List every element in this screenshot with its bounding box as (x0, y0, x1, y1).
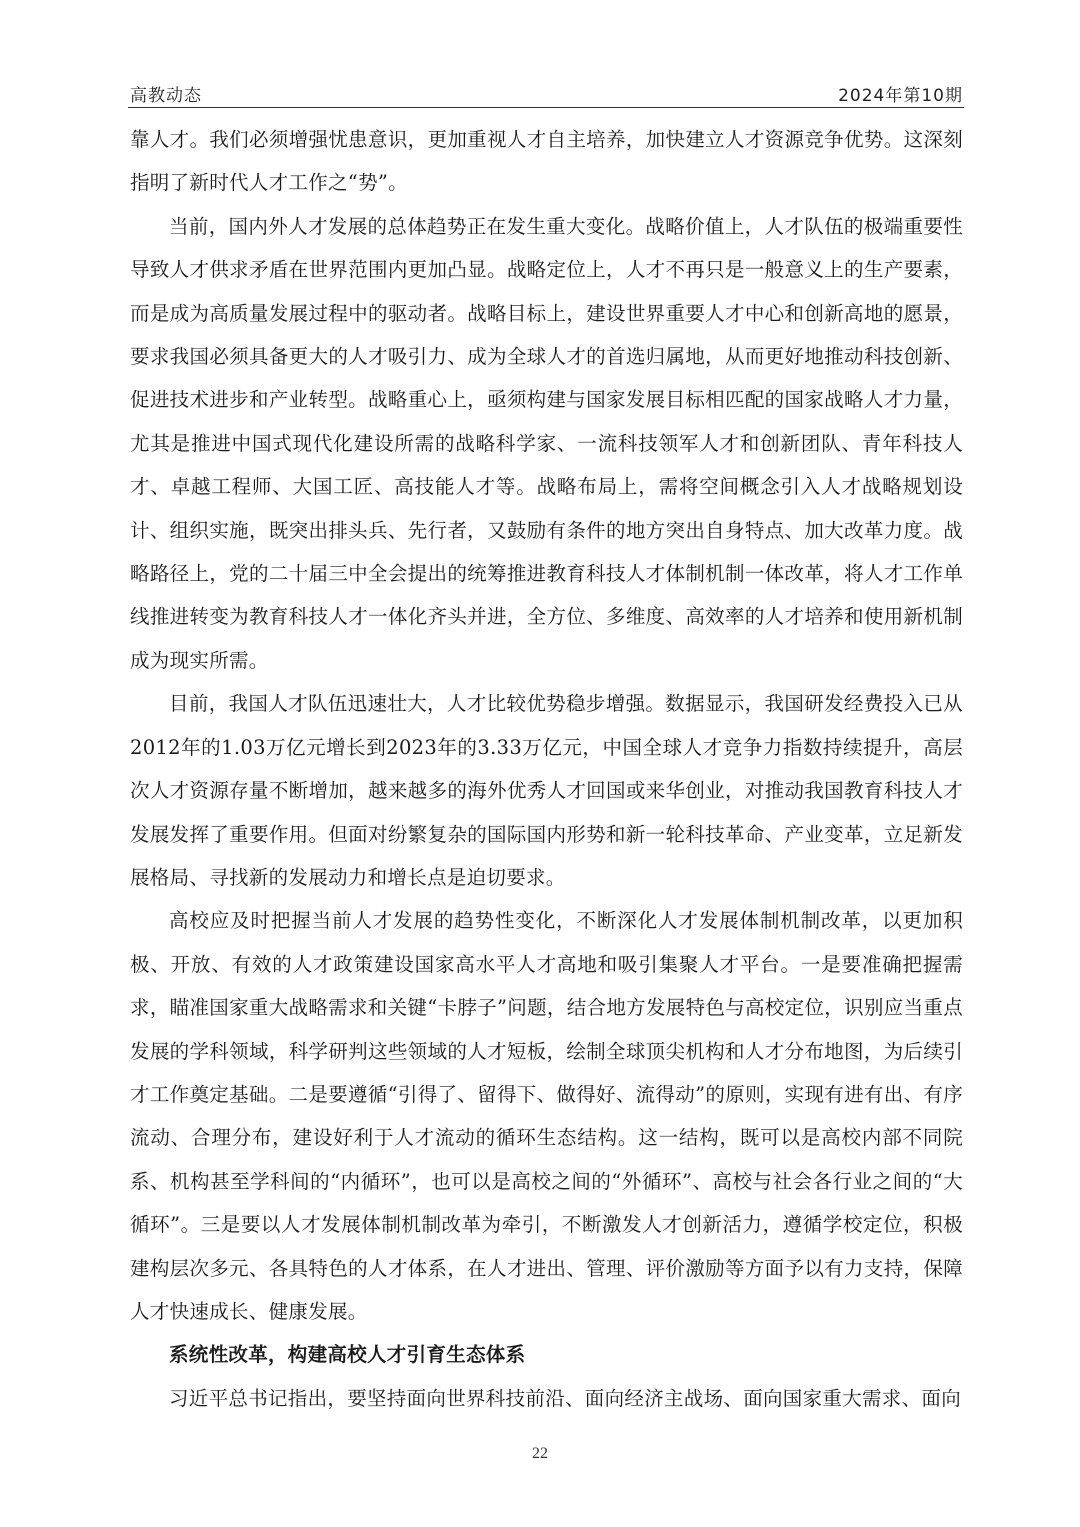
header-divider (128, 107, 964, 108)
paragraph-continued: 靠人才。我们必须增强忧患意识，更加重视人才自主培养，加快建立人才资源竞争优势。这深刻指明了新时代人才工作之“势”。 (130, 128, 963, 195)
paragraph-trend: 当前，国内外人才发展的总体趋势正在发生重大变化。战略价值上，人才队伍的极端重要性导致人才供求矛盾在世界范围内更加凸显。战略定位上，人才不再只是一般意义上的生产要素，而是成为高质量发展过程中的驱动者。战略目标上，建设世界重要人才中心和创新高地的愿景，要求我国必须具备更大的人才吸引力、成为全球人才的首选归属地，从而更好地推动科技创新、促进技术进步和产业转型。战略重心上，亟须构建与国家发展目标相匹配的国家战略人才力量，尤其是推进中国式现代化建设所需的战略科学家、一流科技领军人才和创新团队、青年科技人才、卓越工程师、大国工匠、高技能人才等。战略布局上，需将空间概念引入人才战略规划设计、组织实施，既突出排头兵、先行者，又鼓励有条件的地方突出自身特点、加大改革力度。战略路径上，党的二十届三中全会提出的统筹推进教育科技人才体制机制一体改革，将人才工作单线推进转变为教育科技人才一体化齐头并进，全方位、多维度、高效率的人才培养和使用新机制成为现实所需。 (130, 214, 963, 672)
paragraph-final: 习近平总书记指出，要坚持面向世界科技前沿、面向经济主战场、面向国家重大需求、面向 (169, 1386, 962, 1410)
page-number: 22 (532, 1445, 548, 1462)
section-heading: 系统性改革，构建高校人才引育生态体系 (169, 1343, 526, 1367)
journal-name: 高教动态 (130, 86, 202, 106)
paragraph-universities: 高校应及时把握当前人才发展的趋势性变化，不断深化人才发展体制机制改革，以更加积极、开放、有效的人才政策建设国家高水平人才高地和吸引集聚人才平台。一是要准确把握需求，瞄准国家重大战略需求和关键“卡脖子”问题，结合地方发展特色与高校定位，识别应当重点发展的学科领域，科学研判这些领域的人才短板，绘制全球顶尖机构和人才分布地图，为后续引才工作奠定基础。二是要遵循“引得了、留得下、做得好、流得动”的原则，实现有进有出、有序流动、合理分布，建设好利于人才流动的循环生态结构。这一结构，既可以是高校内部不同院系、机构甚至学科间的“内循环”，也可以是高校之间的“外循环”、高校与社会各行业之间的“大循环”。三是要以人才发展体制机制改革为牵引，不断激发人才创新活力，遵循学校定位，积极建构层次多元、各具特色的人才体系，在人才进出、管理、评价激励等方面予以有力支持，保障人才快速成长、健康发展。 (130, 909, 963, 1323)
issue-label: 2024年第10期 (838, 86, 963, 106)
running-header (130, 78, 963, 106)
article-body (130, 118, 963, 1420)
paragraph-status: 目前，我国人才队伍迅速壮大，人才比较优势稳步增强。数据显示，我国研发经费投入已从2012年的1.03万亿元增长到2023年的3.33万亿元，中国全球人才竞争力指数持续提升，高层次人才资源存量不断增加，越来越多的海外优秀人才回国或来华创业，对推动我国教育科技人才发展发挥了重要作用。但面对纷繁复杂的国际国内形势和新一轮科技革命、产业变革，立足新发展格局、寻找新的发展动力和增长点是迫切要求。 (130, 692, 963, 889)
